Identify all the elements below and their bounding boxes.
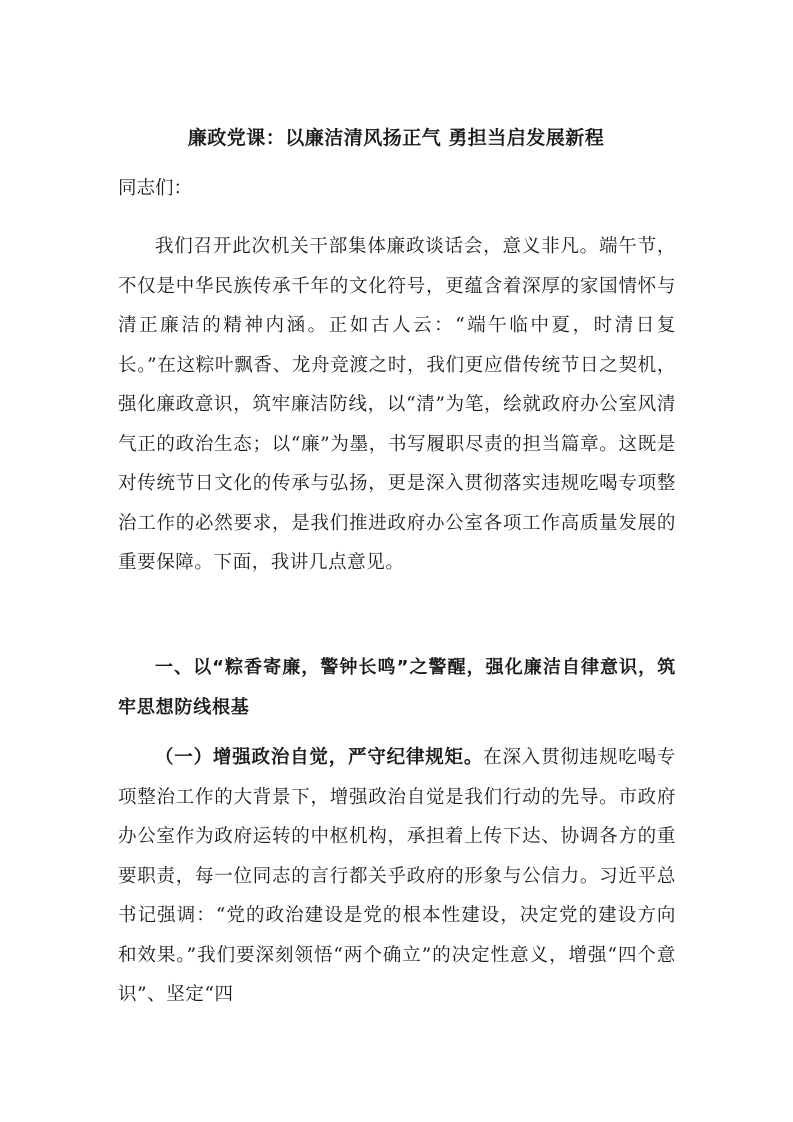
subsection-heading-1: （一）增强政治自觉，严守纪律规矩。 bbox=[155, 747, 484, 768]
subsection-body-1: 在深入贯彻违规吃喝专项整治工作的大背景下，增强政治自觉是我们行动的先导。市政府办公室作为政府运转的中枢机构，承担着上传下达、协调各方的重要职责，每一位同志的言行都关乎政府的形象与公信力。习近平总书记强调：“党的政治建设是党的根本性建设，决定党的建设方向和效果。”我们要深刻领悟“两个确立”的决定性意义，增强“四个意识”、坚定“四 bbox=[118, 747, 676, 1005]
greeting: 同志们： bbox=[118, 178, 193, 199]
section-heading-1: 一、以“粽香寄廉，警钟长鸣”之警醒，强化廉洁自律意识，筑牢思想防线根基 bbox=[118, 657, 676, 718]
subsection-paragraph-1 bbox=[118, 738, 676, 1015]
document-title: 廉政党课：以廉洁清风扬正气 勇担当启发展新程 bbox=[187, 127, 605, 149]
intro-paragraph: 我们召开此次机关干部集体廉政谈话会，意义非凡。端午节，不仅是中华民族传承千年的文化符号，更蕴含着深厚的家国情怀与清正廉洁的精神内涵。正如古人云：“端午临中夏，时清日复长。”在这粽叶飘香、龙舟竞渡之时，我们更应借传统节日之契机，强化廉政意识，筑牢廉洁防线，以“清”为笔，绘就政府办公室风清气正的政治生态；以“廉”为墨，书写履职尽责的担当篇章。这既是对传统节日文化的传承与弘扬，更是深入贯彻落实违规吃喝专项整治工作的必然要求，是我们推进政府办公室各项工作高质量发展的重要保障。下面，我讲几点意见。 bbox=[118, 236, 676, 573]
